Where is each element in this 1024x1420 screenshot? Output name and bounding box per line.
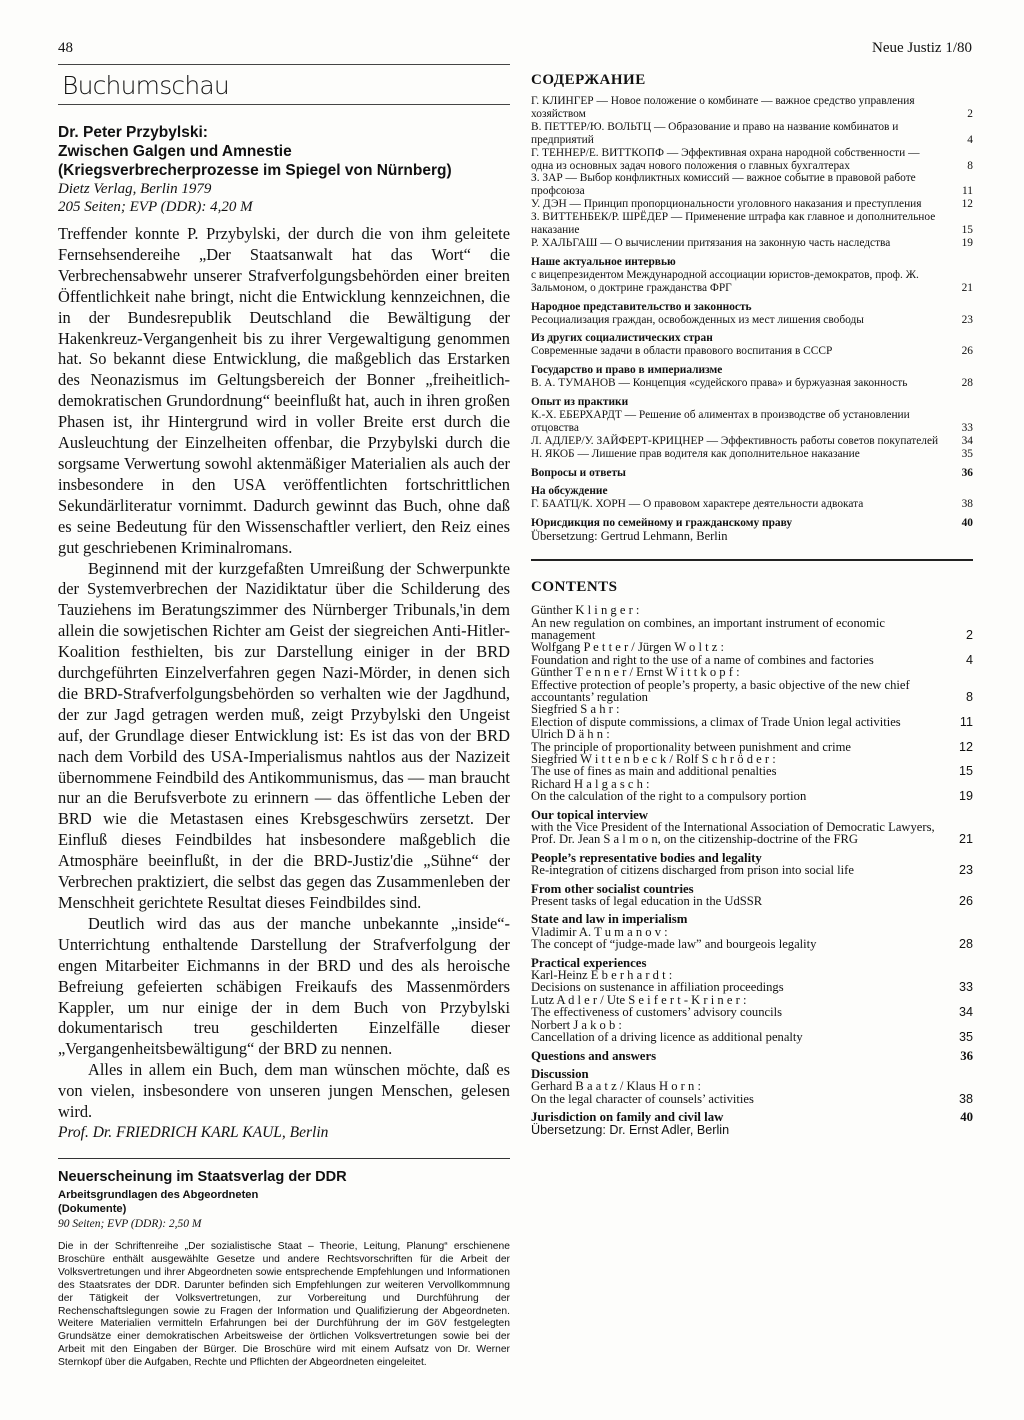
toc-section-heading (531, 256, 973, 269)
toc-page-number: 12 (961, 198, 973, 211)
toc-page-number: 23 (958, 863, 973, 878)
toc-en-list (531, 604, 973, 1123)
toc-entry-title: The effectiveness of customers’ advisory councils (531, 1005, 782, 1020)
toc-page-number: 2 (967, 107, 973, 120)
right-column (531, 72, 973, 1136)
toc-entry-title: The concept of “judge-made law” and bourgeois legality (531, 937, 817, 952)
toc-section-title: Юрисдикция по семейному и гражданскому праву (531, 517, 793, 530)
toc-entry (531, 895, 973, 907)
toc-page-number: 2 (965, 627, 973, 642)
toc-entry-title: З. ВИТТЕНБЕК/Р. ШРЁДЕР — Применение штрафа как главное и дополнительное наказание (531, 211, 936, 237)
toc-page-number: 15 (961, 224, 973, 237)
toc-section-heading (531, 1050, 973, 1062)
toc-ru-translator (531, 530, 973, 543)
toc-page-number: 34 (958, 1005, 973, 1020)
toc-ru-heading: СОДЕРЖАНИЕ (531, 72, 646, 88)
toc-divider (531, 559, 973, 561)
book-title-line-2: (Kriegsverbrecherprozesse im Spiegel von Nürnberg) (58, 162, 452, 179)
toc-entry (531, 728, 973, 753)
toc-entry (531, 147, 973, 173)
toc-entry-title: Decisions on sustenance in affiliation proceedings (531, 980, 784, 995)
journal-issue: Neue Justiz 1/80 (872, 40, 972, 56)
toc-entry-title: Re-integration of citizens discharged from prison into social life (531, 863, 854, 878)
toc-entry (531, 211, 973, 237)
toc-section-title: Discussion (531, 1066, 589, 1081)
toc-page-number: 4 (967, 133, 973, 146)
toc-entry-authors: Gerhard B a a t z / Klaus H o r n : (531, 1079, 701, 1094)
toc-entry (531, 498, 973, 511)
toc-entry-title: Foundation and right to the use of a name of combines and factories (531, 652, 874, 667)
toc-entry-title: В. ПЕТТЕР/Ю. ВОЛЬТЦ — Образование и право на название комбинатов и предприятий (531, 120, 899, 146)
translator-name: Gertrud Lehmann, Berlin (600, 529, 728, 544)
new-release-subtitle: Arbeitsgrundlagen des Abgeordneten (58, 1188, 259, 1201)
toc-section-title: Народное представительство и законность (531, 300, 752, 313)
toc-entry-title: with the Vice President of the International Association of Democratic Lawyers, Prof. Dr. Jean S a l m o n, on the citizenship-doctrine of the FRG (531, 820, 935, 847)
toc-entry-title: Effective protection of people’s property, a basic objective of the new chief accountants’ regulation (531, 677, 910, 704)
top-rule (58, 64, 510, 65)
toc-entry-title: Л. АДЛЕР/У. ЗАЙФЕРТ-КРИЦНЕР — Эффективность работы советов покупателей (531, 434, 939, 447)
review-paragraph: Deutlich wird das aus der manche unbekannte „inside“-Unterrichtung enthaltende Darstellung der Strafverfolgung der engen Mitarbeiter Eichmanns in der BRD und des als heroische Befreiung gefeierten schäbigen Freikaufs des Massenmörders Kappler, um nur einige der in dem Buch von Przybylski dokumentarisch treu geschilderten Einzelfälle dieser „Vergangenheitsbewältigung“ der BRD zu nennen. (58, 913, 510, 1059)
toc-section-title: Jurisdiction on family and civil law (531, 1110, 724, 1125)
toc-entry-title: Г. КЛИНГЕР — Новое положение о комбинате — важное средство управления хозяйством (531, 95, 915, 120)
toc-entry (531, 1080, 973, 1105)
toc-entry-authors: Siegfried W i t t e n b e c k / Rolf S c h r ö d e r : (531, 751, 776, 766)
toc-page-number: 36 (960, 1048, 973, 1063)
toc-section-heading (531, 467, 973, 480)
toc-page-number: 28 (958, 937, 973, 952)
toc-entry-authors: Karl-Heinz E b e r h a r d t : (531, 968, 673, 983)
toc-page-number: 11 (962, 185, 973, 198)
toc-entry (531, 448, 973, 461)
toc-section-heading (531, 913, 973, 925)
toc-entry-title: On the legal character of counsels’ activities (531, 1091, 754, 1106)
toc-section-heading (531, 1111, 973, 1123)
toc-entry (531, 409, 973, 435)
toc-page-number: 11 (959, 714, 973, 729)
toc-entry-title: К.-Х. ЕБЕРХАРДТ — Решение об алиментах в производстве об установлении отцовства (531, 408, 910, 434)
toc-entry-authors: Wolfgang P e t t e r / Jürgen W o l t z : (531, 640, 724, 655)
toc-entry-title: З. ЗАР — Выбор конфликтных комиссий — важное событие в правовой работе профсоюза (531, 172, 916, 198)
toc-entry (531, 703, 973, 728)
toc-entry-authors: Norbert J a k o b : (531, 1017, 622, 1032)
toc-page-number: 26 (961, 345, 973, 358)
toc-entry-title: The principle of proportionality between punishment and crime (531, 739, 851, 754)
toc-page-number: 12 (958, 739, 973, 754)
toc-page-number: 34 (961, 434, 973, 447)
toc-page-number: 19 (958, 789, 973, 804)
toc-entry-title: Ресоциализация граждан, освобожденных из мест лишения свободы (531, 313, 864, 326)
toc-entry (531, 121, 973, 147)
toc-section-heading (531, 485, 973, 498)
toc-page-number: 35 (961, 447, 973, 460)
toc-entry-title: В. А. ТУМАНОВ — Концепция «судейского права» и буржуазная законность (531, 377, 908, 390)
toc-entry (531, 994, 973, 1019)
toc-entry (531, 435, 973, 448)
page-header (58, 40, 972, 60)
toc-page-number: 8 (967, 159, 973, 172)
toc-entry (531, 604, 973, 641)
toc-entry-title: Г. БААТЦ/К. ХОРН — О правовом характере деятельности адвоката (531, 498, 864, 511)
toc-section-title: Questions and answers (531, 1048, 657, 1063)
toc-en-heading: CONTENTS (531, 579, 618, 596)
new-release-heading: Neuerscheinung im Staatsverlag der DDR (58, 1168, 347, 1185)
book-publisher: Dietz Verlag, Berlin 1979 (58, 181, 212, 197)
toc-entry-title: Present tasks of legal education in the UdSSR (531, 894, 763, 909)
toc-section-title: Государство и право в империализме (531, 364, 723, 377)
rubric-rule (58, 104, 510, 105)
toc-page-number: 40 (961, 517, 973, 530)
toc-entry-title: Cancellation of a driving licence as additional penalty (531, 1030, 803, 1045)
section-divider (58, 1158, 510, 1159)
toc-entry-authors: Richard H a l g a s c h : (531, 776, 650, 791)
translator-name: Dr. Ernst Adler, Berlin (609, 1122, 730, 1137)
toc-page-number: 26 (958, 894, 973, 909)
toc-entry-authors: Siegfried S a h r : (531, 702, 620, 717)
book-pages-price: 205 Seiten; EVP (DDR): 4,20 M (58, 199, 253, 215)
toc-entry (531, 377, 973, 390)
review-paragraph: Beginnend mit der kurzgefaßten Umreißung der Schwerpunkte der Systemverbrechen der Nazidiktatur über die Schilderung des Tauziehens im Beratungszimmer des Nürnberger Tribunals,'in dem allein die sowjetischen Richter am Geist der siegreichen Anti-Hitler-Koalition festhielten, bis zur Darstellung einiger in der BRD durchgeführten Einzelverfahren gegen Nazi-Mörder, in denen sich die BRD-Strafverfolgungsbehörden so verhalten wie der Jagdhund, der zur Jagd getragen werden muß, zeigt Przybylski den Ungeist auf, der Grundlage dieser Entwicklung ist: Es ist das von der BRD nach dem Vorbild des USA-Imperialismus nahtlos aus der Nazizeit übernommene Feindbild des Antikommunismus, das — man braucht nur an die Berufsverbote zu erinnern — das öffentliche Leben der BRD wie die Metastasen eines Krebsgeschwürs zersetzt. Der Einfluß dieses Feindbildes hat insbesondere maßgeblich die Atmosphäre beeinflußt, in der die BRD-Justiz'die „Sühne“ der Verbrechen praktiziert, die selbst das gegen das Zusammenleben der Menschheit gerichtete Resultat dieses Feindbildes sind. (58, 558, 510, 912)
toc-section-title: People’s representative bodies and legality (531, 850, 762, 865)
toc-entry-title: Н. ЯКОБ — Лишение прав водителя как дополнительное наказание (531, 447, 860, 460)
toc-entry-authors: Günther K l i n g e r : (531, 603, 640, 618)
toc-entry (531, 198, 973, 211)
translator-label: Übersetzung: (531, 529, 598, 544)
new-release-pages-price: 90 Seiten; EVP (DDR): 2,50 M (58, 1217, 202, 1230)
toc-entry-authors: Vladimir A. T u m a n o v : (531, 924, 668, 939)
toc-entry-title: Р. ХАЛЬГАШ — О вычислении притязания на законную часть наследства (531, 236, 891, 249)
toc-section-title: Our topical interview (531, 807, 649, 822)
toc-entry (531, 237, 973, 250)
toc-entry-title: У. ДЭН — Принцип пропорциональности уголовного наказания и преступления (531, 198, 922, 211)
new-release-subtitle-2: (Dokumente) (58, 1202, 127, 1215)
section-rubric: Buchumschau (62, 71, 229, 100)
toc-page-number: 8 (965, 689, 973, 704)
book-author: Dr. Peter Przybylski: (58, 124, 208, 141)
toc-entry (531, 641, 973, 666)
toc-entry-title: Г. ТЕННЕР/Е. ВИТТКОПФ — Эффективная охрана народной собственности — одна из основных задач нового положения о главных бухгалтерах (531, 146, 920, 172)
toc-entry-title: Современные задачи в области правового воспитания в СССР (531, 345, 833, 358)
toc-page-number: 15 (958, 764, 973, 779)
toc-entry (531, 926, 973, 951)
left-column (58, 64, 510, 1370)
toc-section-title: Вопросы и ответы (531, 466, 626, 479)
toc-entry (531, 172, 973, 198)
toc-page-number: 23 (961, 313, 973, 326)
page-number: 48 (58, 40, 73, 56)
toc-page-number: 33 (961, 421, 973, 434)
review-paragraph: Alles in allem ein Buch, dem man wünschen möchte, daß es von vielen, insbesondere von unseren jungen Menschen, gelesen wird. (58, 1060, 510, 1122)
review-paragraph: Treffender konnte P. Przybylski, der durch die von ihm geleitete Fernsehsendereihe „Der Staatsanwalt hat das Wort“ die Verbrechensabwehr unserer Strafverfolgungsbehörden einer breiten Öffentlichkeit nahe bringt, nicht die Entwicklung kennzeichnen, die in der Bundesrepublik Deutschland die Bewältigung der Hakenkreuz-Vergangenheit bis zu ihrer Vergewaltigung genommen hat. So bekannt diese Entwicklung, die maßgeblich das Erstarken des Neonazismus im Geltungsbereich der Bonner „freiheitlich-demokratischen Grundordnung“ beeinflußt hat, auch in ihren großen Phasen ist, ihr Hintergrund wird in voller Breite erst durch die Ausleuchtung der Einzelheiten offenbar, die Przybylski durch die sorgsame Verwertung sowohl aktenmäßiger Materialien als auch der insbesondere in den USA veröffentlichten fortschrittlichen Sekundärliteratur vornimmt. Dadurch gewinnt das Buch, ohne daß es seine Bedeutung für den Wissenschaftler verliert, den Reiz eines gut geschriebenen Kriminalromans. (58, 224, 510, 557)
toc-section-title: Опыт из практики (531, 396, 629, 409)
toc-section-title: Из других социалистических стран (531, 332, 713, 345)
toc-entry (531, 969, 973, 994)
toc-section-heading (531, 396, 973, 409)
toc-section-title: From other socialist countries (531, 881, 694, 896)
toc-page-number: 35 (958, 1030, 973, 1045)
toc-ru-list (531, 95, 973, 530)
toc-entry-authors: Ulrich D ä h n : (531, 727, 610, 742)
toc-section-heading (531, 364, 973, 377)
new-release-text: Die in der Schriftenreihe „Der sozialistische Staat – Theorie, Leitung, Planung“ erschienene Broschüre enthält ausgewählte Gesetze und andere Rechtsvorschriften für die Arbeit der Volksvertretungen und ihrer Abgeordneten sowie entsprechende Empfehlungen und Informationen des Staatsrates der DDR. Darunter befinden sich Empfehlungen zur weiteren Vervollkommnung der Tätigkeit der Volksvertretungen, zur Vorbereitung und Durchführung der Rechenschaftslegungen sowie zu Fragen der Information und Qualifizierung der Abgeordneten. Weitere Materialien vermitteln Erfahrungen bei der Durchführung der im GöV festgelegten Grundsätze einer demokratischen Arbeitsweise der örtlichen Volksvertretungen sowie bei der Arbeit mit den Eingaben der Bürger. Die Broschüre wird mit einem Aufsatz von Dr. Werner Sternkopf über die Aufgaben, Rechte und Pflichten der Abgeordneten eingeleitet. (58, 1240, 510, 1369)
toc-entry-title: An new regulation on combines, an important instrument of economic management (531, 615, 885, 642)
toc-entry (531, 95, 973, 121)
toc-entry (531, 314, 973, 327)
toc-page-number: 38 (958, 1091, 973, 1106)
book-title-line-1: Zwischen Galgen und Amnestie (58, 143, 292, 160)
toc-entry-title: Election of dispute commissions, a climax of Trade Union legal activities (531, 714, 901, 729)
toc-section-heading (531, 332, 973, 345)
toc-page-number: 4 (965, 652, 973, 667)
toc-entry-authors: Lutz A d l e r / Ute S e i f e r t - K r i n e r : (531, 992, 747, 1007)
toc-entry (531, 666, 973, 703)
toc-entry (531, 345, 973, 358)
toc-section-title: Наше актуальное интервью (531, 255, 676, 268)
toc-page-number: 33 (958, 980, 973, 995)
toc-page-number: 38 (961, 498, 973, 511)
toc-entry (531, 778, 973, 803)
toc-page-number: 40 (960, 1110, 973, 1125)
toc-entry-title: The use of fines as main and additional penalties (531, 764, 777, 779)
toc-page-number: 28 (961, 377, 973, 390)
toc-entry (531, 753, 973, 778)
toc-entry (531, 864, 973, 876)
toc-entry (531, 269, 973, 295)
translator-label: Übersetzung: (531, 1122, 606, 1137)
toc-entry-title: On the calculation of the right to a compulsory portion (531, 789, 807, 804)
toc-section-title: На обсуждение (531, 485, 608, 498)
toc-page-number: 36 (961, 466, 973, 479)
toc-section-heading (531, 301, 973, 314)
toc-section-title: State and law in imperialism (531, 912, 688, 927)
toc-page-number: 21 (961, 281, 973, 294)
toc-entry (531, 1019, 973, 1044)
toc-entry-authors: Günther T e n n e r / Ernst W i t t k o p f : (531, 665, 740, 680)
review-signature: Prof. Dr. FRIEDRICH KARL KAUL, Berlin (58, 1123, 329, 1141)
toc-page-number: 21 (958, 832, 973, 847)
toc-entry-title: с вицепрезидентом Международной ассоциации юристов-демократов, проф. Ж. Зальмоном, о доктрине гражданства ФРГ (531, 268, 919, 294)
toc-page-number: 19 (961, 236, 973, 249)
toc-section-title: Practical experiences (531, 955, 647, 970)
toc-entry (531, 821, 973, 846)
toc-en-translator (531, 1124, 973, 1136)
toc-section-heading (531, 517, 973, 530)
